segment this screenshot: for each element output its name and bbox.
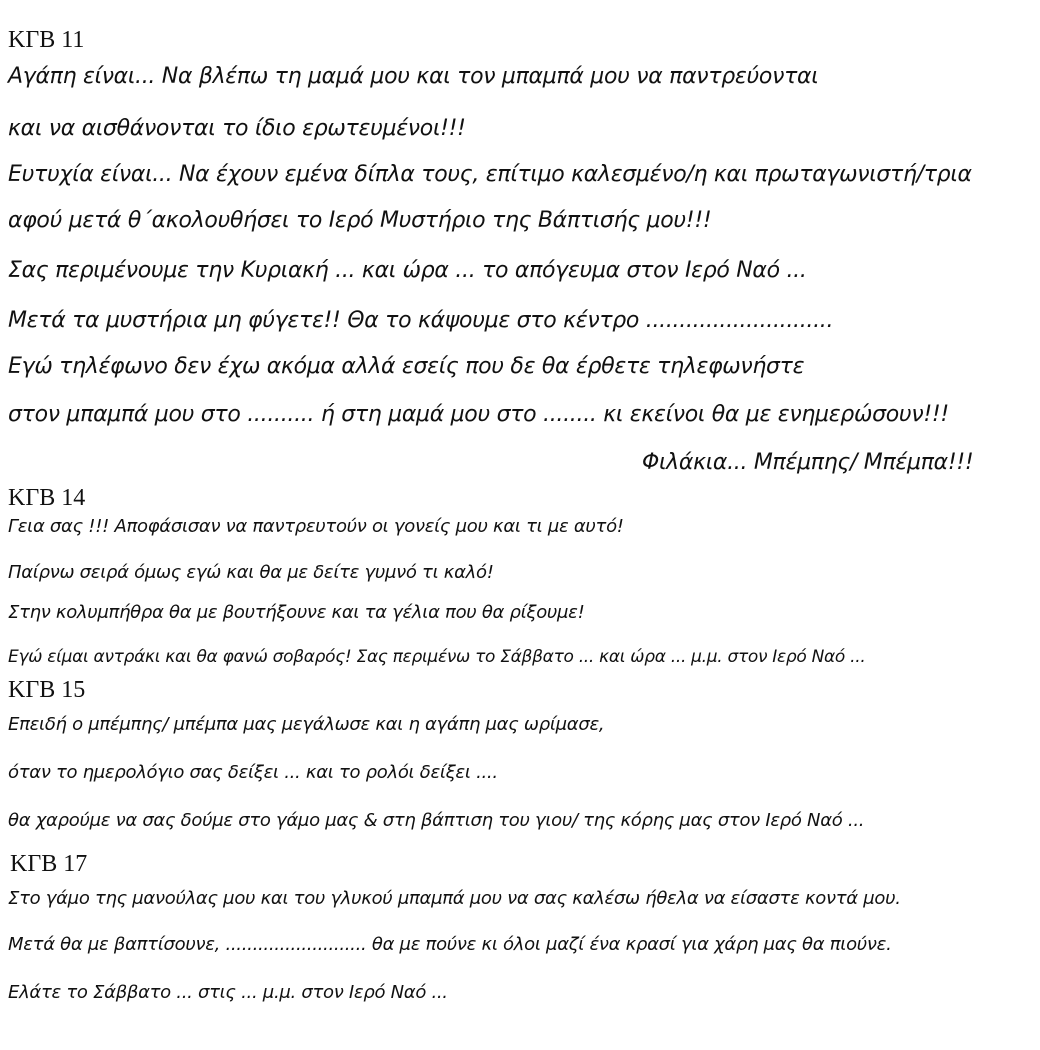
text-line: Σας περιμένουμε την Κυριακή ... και ώρα ... το απόγευμα στον Ιερό Ναό ... [8,258,807,283]
text-line: Ελάτε το Σάββατο ... στις ... μ.μ. στον Ιερό Ναό ... [8,982,448,1003]
text-line: Στην κολυμπήθρα θα με βουτήξουνε και τα γέλια που θα ρίξουμε! [8,602,585,623]
text-line: Αγάπη είναι... Να βλέπω τη μαμά μου και τον μπαμπά μου να παντρεύονται [8,64,819,89]
section-heading-kgv15: ΚΓΒ 15 [8,677,86,703]
text-line: Μετά θα με βαπτίσουνε, .......................... θα με πούνε κι όλοι μαζί ένα κρασί για χάρη μας θα πιούνε. [8,934,892,955]
text-line: Παίρνω σειρά όμως εγώ και θα με δείτε γυμνό τι καλό! [8,562,494,583]
section-heading-kgv17: ΚΓΒ 17 [10,851,88,877]
signature-text: Φιλάκια... Μπέμπης/ Μπέμπα!!! [642,450,974,475]
text-line: Μετά τα μυστήρια μη φύγετε!! Θα το κάψουμε στο κέντρο ............................ [8,308,834,333]
text-line: Εγώ τηλέφωνο δεν έχω ακόμα αλλά εσείς που δε θα έρθετε τηλεφωνήστε [8,354,805,379]
text-line: στον μπαμπά μου στο .......... ή στη μαμά μου στο ........ κι εκείνοι θα με ενημερώσουν!!! [8,402,949,427]
text-line: θα χαρούμε να σας δούμε στο γάμο μας & στη βάπτιση του γιου/ της κόρης μας στον Ιερό Ναό ... [8,810,865,831]
text-line: Γεια σας !!! Αποφάσισαν να παντρευτούν οι γονείς μου και τι με αυτό! [8,516,624,537]
text-line: όταν το ημερολόγιο σας δείξει ... και το ρολόι δείξει .... [8,762,498,783]
text-line: Επειδή ο μπέμπης/ μπέμπα μας μεγάλωσε και η αγάπη μας ωρίμασε, [8,714,605,735]
text-line: και να αισθάνονται το ίδιο ερωτευμένοι!!! [8,116,466,141]
section-heading-kgv11: ΚΓΒ 11 [8,27,85,53]
text-line: Στο γάμο της μανούλας μου και του γλυκού μπαμπά μου να σας καλέσω ήθελα να είσαστε κοντά μου. [8,888,901,909]
section-heading-kgv14: ΚΓΒ 14 [8,485,86,511]
text-line: Ευτυχία είναι... Να έχουν εμένα δίπλα τους, επίτιμο καλεσμένο/η και πρωταγωνιστή/τρια [8,162,972,187]
text-line: Εγώ είμαι αντράκι και θα φανώ σοβαρός! Σας περιμένω το Σάββατο ... και ώρα ... μ.μ. στον Ιερό Ναό ... [8,647,866,667]
text-line: αφού μετά θ΄ακολουθήσει το Ιερό Μυστήριο της Βάπτισής μου!!! [8,208,712,233]
